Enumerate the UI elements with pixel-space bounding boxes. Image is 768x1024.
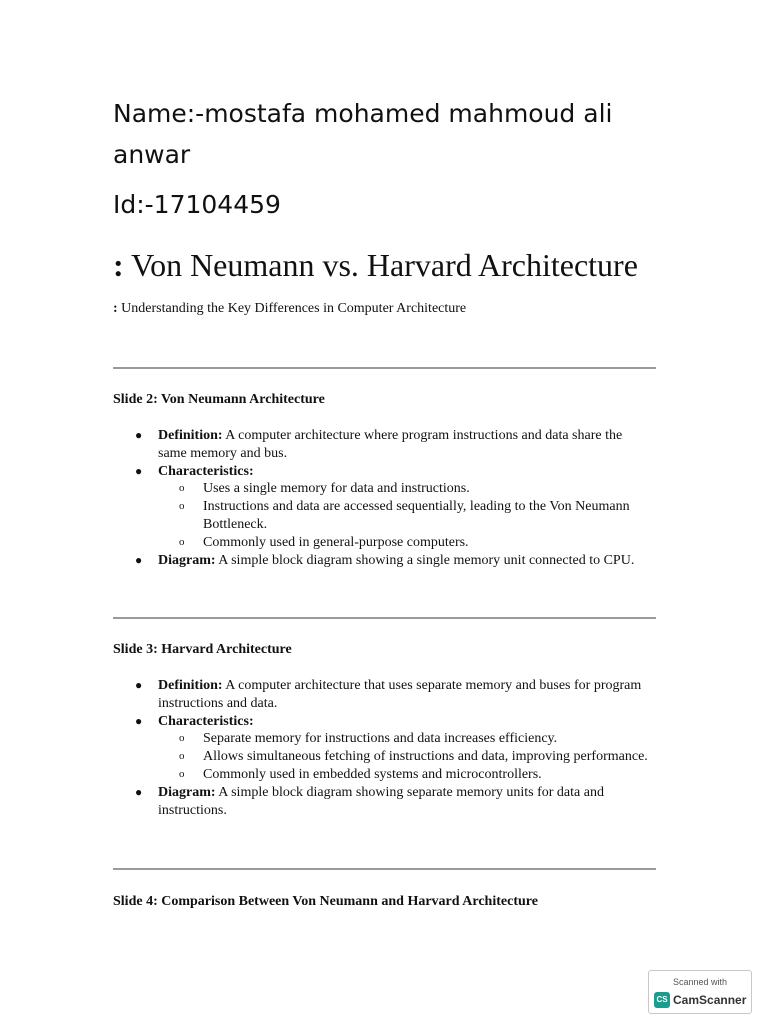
document-title: [113, 243, 638, 287]
diagram-text: A simple block diagram showing a single memory unit connected to CPU.: [215, 552, 635, 568]
circle-bullet-icon: o: [179, 767, 185, 780]
bullet-icon: ●: [135, 428, 143, 442]
sub-list-item: o Commonly used in embedded systems and microcontrollers.: [179, 766, 542, 782]
bullet-icon: ●: [135, 713, 143, 728]
divider: [113, 367, 656, 369]
definition-label: Definition:: [158, 428, 223, 443]
sub-list-item: o Uses a single memory for data and instructions.: [179, 481, 470, 497]
diagram-label: Diagram:: [158, 784, 216, 800]
definition-label: Definition:: [158, 678, 223, 693]
document-subtitle: [113, 300, 466, 318]
sub-list-item: o Commonly used in general-purpose computers.: [179, 534, 469, 550]
slide2-list: [130, 427, 650, 569]
characteristics-label: Characteristics:: [158, 463, 254, 479]
list-item: [130, 784, 650, 820]
sub-list-item: o Separate memory for instructions and data increases efficiency.: [179, 731, 558, 747]
slide4-heading: Slide 4: Comparison Between Von Neumann and Harvard Architecture: [113, 894, 538, 909]
camscanner-watermark: [648, 970, 752, 1014]
definition-text: A computer architecture where program instructions and data share the same memory and bus.: [158, 428, 623, 461]
bullet-icon: ●: [135, 784, 143, 799]
circle-bullet-icon: o: [179, 482, 185, 495]
bullet-icon: ●: [135, 463, 143, 478]
camscanner-logo-icon: CS: [654, 992, 670, 1008]
characteristics-list: [158, 480, 650, 551]
camscanner-brand: CamScanner: [673, 993, 747, 1007]
bullet-icon: ●: [135, 552, 143, 567]
slide3-heading: Slide 3: Harvard Architecture: [113, 642, 292, 657]
title-text: Von Neumann vs. Harvard Architecture: [123, 247, 638, 283]
slide2-heading: Slide 2: Von Neumann Architecture: [113, 392, 325, 407]
list-item: [130, 677, 650, 713]
title-prefix: :: [113, 247, 124, 283]
list-item: [130, 427, 650, 463]
bullet-icon: ●: [135, 678, 143, 692]
circle-bullet-icon: o: [179, 500, 185, 513]
definition-text: A computer architecture that uses separate memory and buses for program instructions and data.: [158, 678, 642, 711]
subtitle-prefix: :: [113, 301, 118, 316]
list-item: [130, 552, 650, 570]
list-item: [130, 463, 650, 552]
circle-bullet-icon: o: [179, 732, 185, 745]
diagram-label: Diagram:: [158, 552, 216, 568]
circle-bullet-icon: o: [179, 750, 185, 763]
sub-list-item: o Allows simultaneous fetching of instructions and data, improving performance.: [179, 749, 648, 765]
scanned-with-label: Scanned with: [672, 977, 728, 987]
student-id: Id:-17104459: [113, 190, 281, 219]
list-item: [130, 713, 650, 784]
sub-list-item: o Instructions and data are accessed sequentially, leading to the Von Neumann Bottleneck.: [179, 499, 630, 532]
divider: [113, 868, 656, 870]
slide3-list: [130, 677, 650, 819]
divider: [113, 617, 656, 619]
subtitle-text: Understanding the Key Differences in Computer Architecture: [117, 301, 467, 316]
student-name: Name:-mostafa mohamed mahmoud ali anwar: [113, 99, 613, 169]
characteristics-label: Characteristics:: [158, 713, 254, 729]
diagram-text: A simple block diagram showing separate memory units for data and instructions.: [158, 784, 604, 818]
characteristics-list: [158, 730, 650, 783]
circle-bullet-icon: o: [179, 535, 185, 548]
